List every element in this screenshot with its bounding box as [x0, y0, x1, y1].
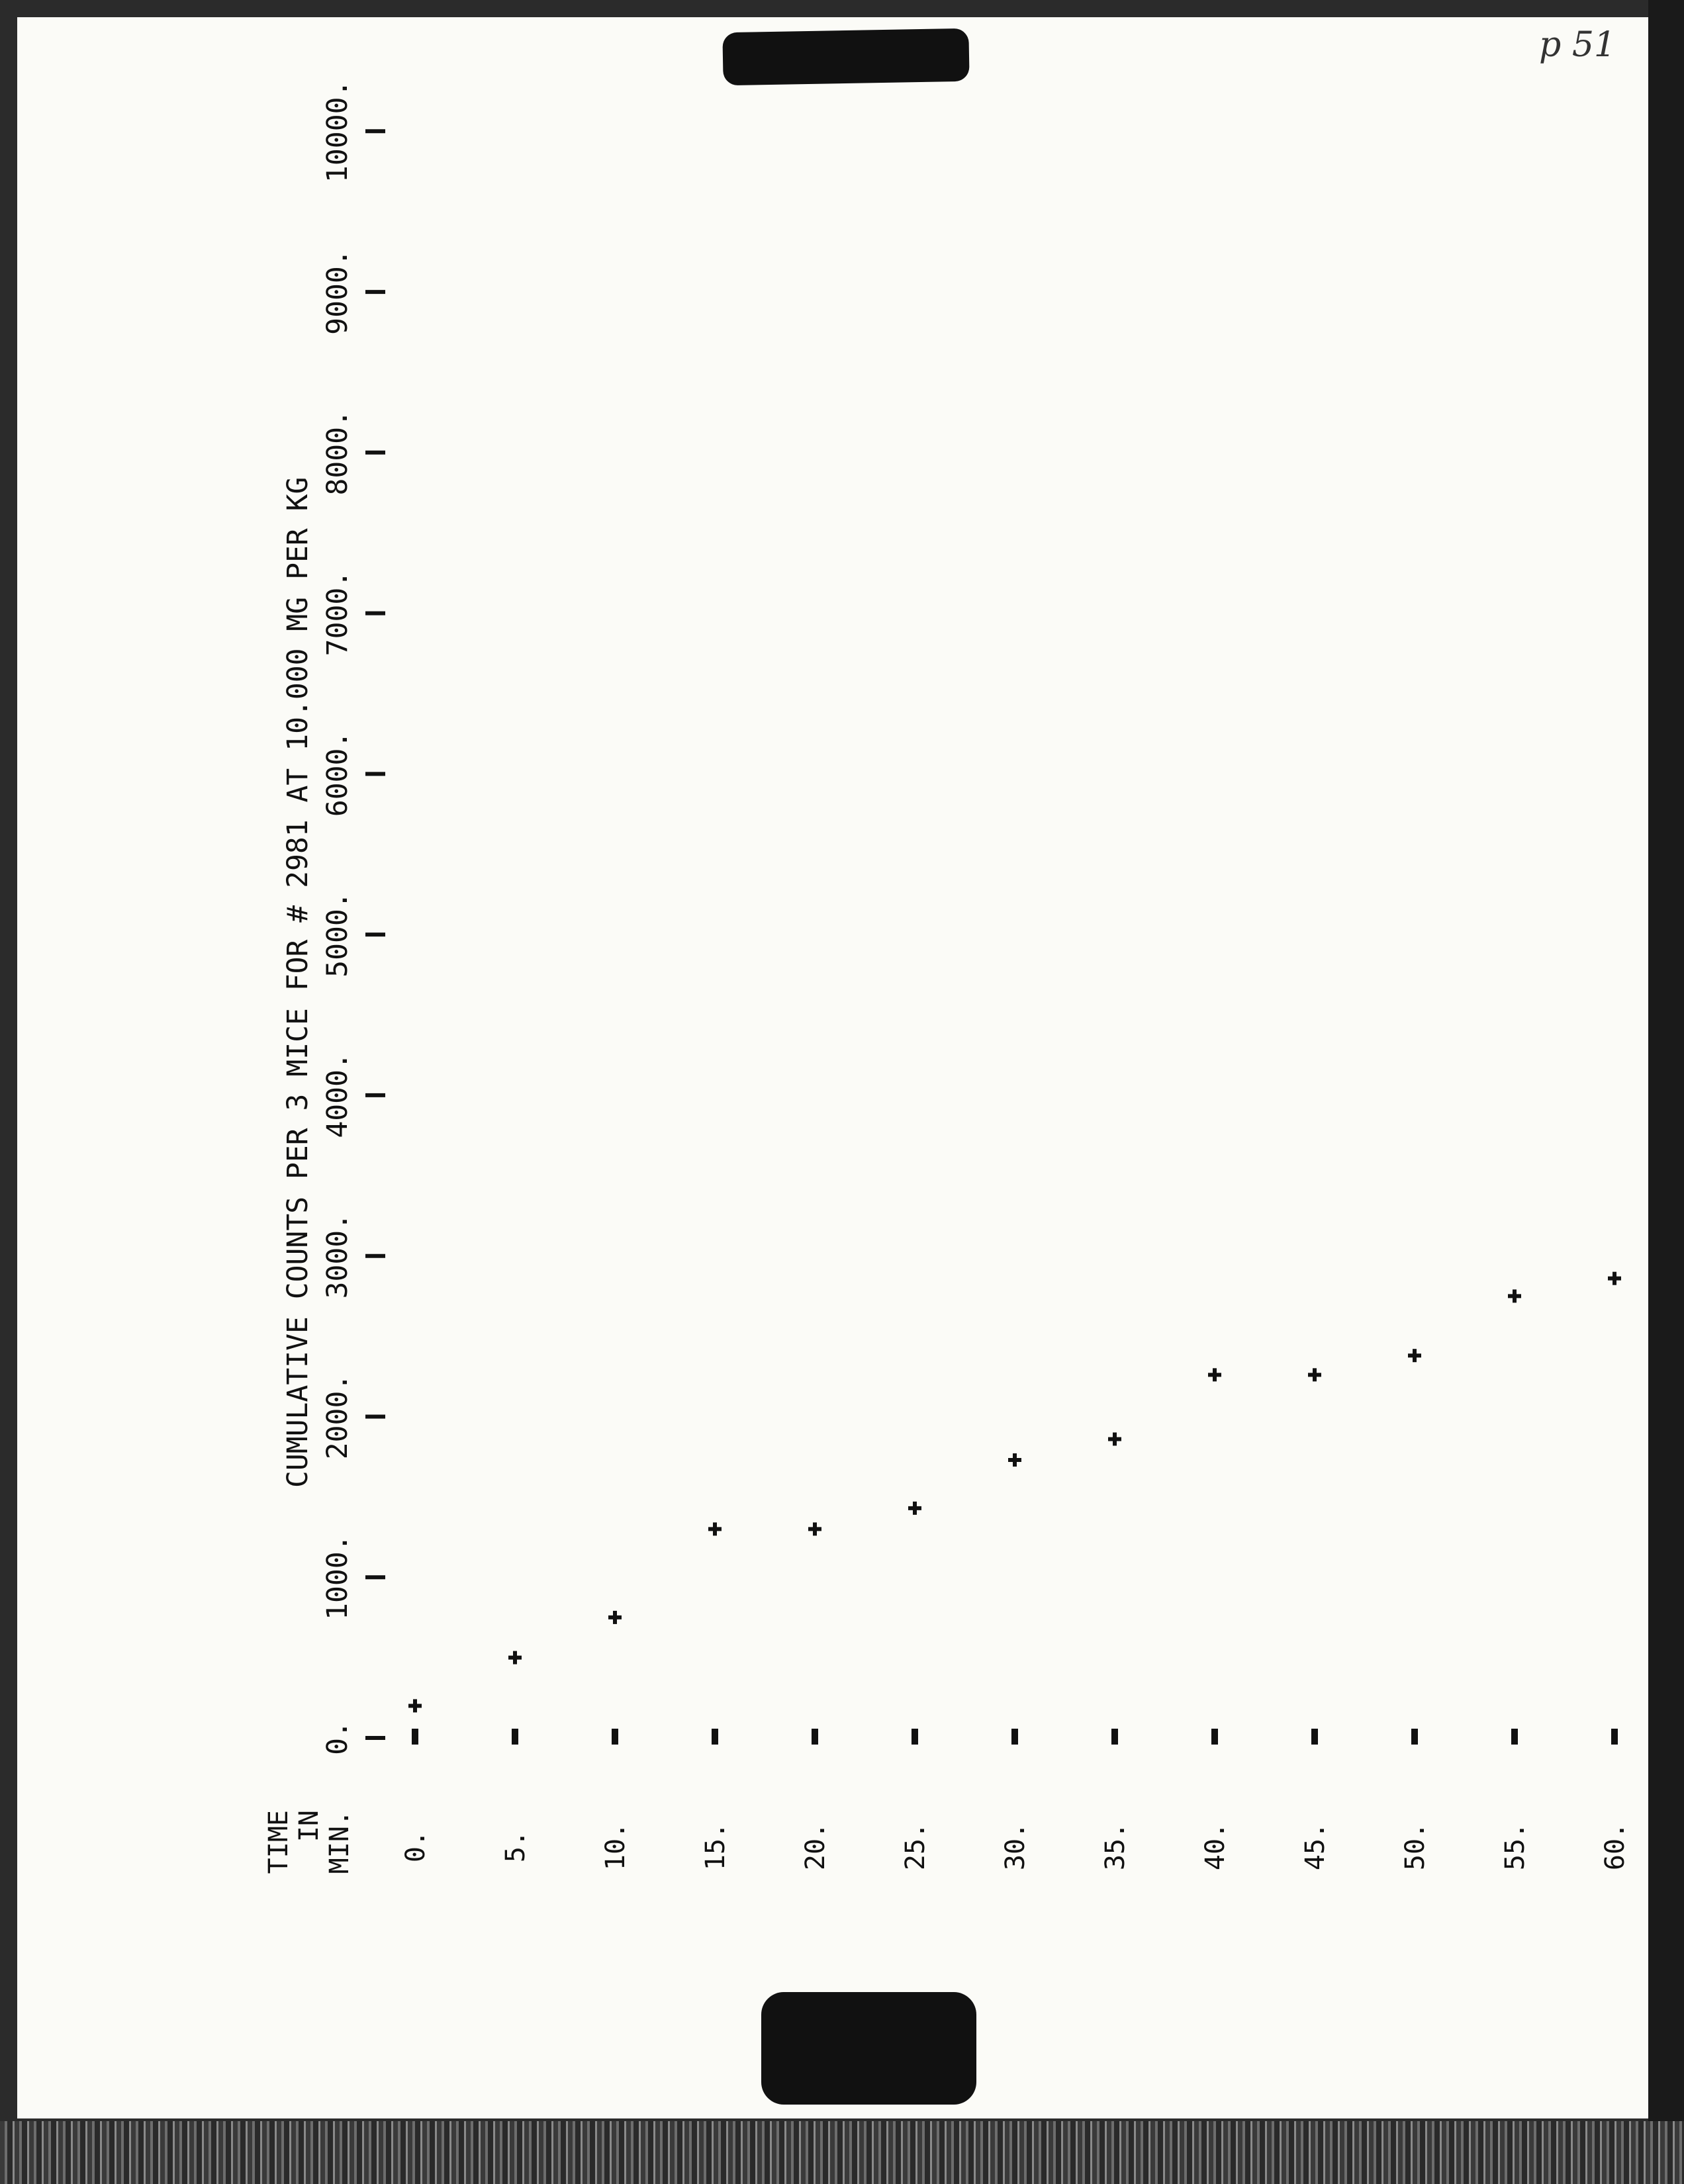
y-axis-label-line: IN [294, 1810, 324, 1843]
x-tick-label: 0. [321, 1721, 354, 1755]
y-tick-mark [512, 1729, 518, 1745]
x-axis-ticks [321, 80, 385, 1755]
x-tick-label: 4000. [321, 1052, 354, 1138]
y-axis-label-line: MIN. [324, 1810, 355, 1874]
y-tick-label: 40. [1200, 1822, 1231, 1871]
data-point [1508, 1289, 1521, 1302]
y-tick-mark [812, 1729, 818, 1745]
x-tick-label: 8000. [321, 410, 354, 496]
y-tick-mark [1111, 1729, 1118, 1745]
data-point [608, 1611, 622, 1624]
x-tick-label: 2000. [321, 1373, 354, 1460]
y-tick-mark [912, 1729, 918, 1745]
x-tick-label: 6000. [321, 731, 354, 817]
y-axis-label-group [263, 1810, 355, 1874]
y-tick-mark [1311, 1729, 1318, 1745]
y-tick-mark [412, 1729, 418, 1745]
y-axis-label-line: TIME [263, 1810, 294, 1874]
y-tick-mark [1411, 1729, 1418, 1745]
data-point [1608, 1272, 1621, 1285]
y-tick-mark [1511, 1729, 1518, 1745]
chart-title-group [281, 477, 314, 1488]
data-point [708, 1522, 722, 1535]
data-point [1008, 1453, 1021, 1467]
y-tick-label: 25. [900, 1822, 931, 1871]
x-tick-label: 5000. [321, 891, 354, 978]
chart-title: CUMULATIVE COUNTS PER 3 MICE FOR # 2981 AT 10.000 MG PER KG [281, 477, 314, 1488]
x-tick-label: 9000. [321, 249, 354, 335]
y-tick-label: 5. [500, 1830, 531, 1863]
y-tick-label: 35. [1100, 1822, 1131, 1871]
page-note: p 51 [1539, 25, 1616, 65]
data-point [1108, 1432, 1121, 1445]
data-point [808, 1522, 821, 1535]
data-point [508, 1651, 522, 1664]
y-tick-label: 20. [800, 1822, 831, 1871]
y-tick-label: 15. [700, 1822, 731, 1871]
data-point [1208, 1368, 1221, 1381]
y-tick-label: 60. [1600, 1822, 1630, 1871]
data-point [1408, 1349, 1421, 1362]
y-tick-label: 30. [1000, 1822, 1031, 1871]
y-tick-label: 45. [1300, 1822, 1331, 1871]
y-axis-ticks [400, 1729, 1630, 1870]
y-tick-label: 55. [1500, 1822, 1530, 1871]
y-tick-mark [712, 1729, 718, 1745]
x-tick-label: 10000. [321, 79, 354, 183]
data-point [1308, 1368, 1321, 1381]
y-tick-mark [1211, 1729, 1218, 1745]
y-tick-label: 10. [600, 1822, 631, 1871]
x-tick-label: 1000. [321, 1534, 354, 1620]
x-tick-label: 3000. [321, 1212, 354, 1299]
y-tick-label: 50. [1400, 1822, 1430, 1871]
data-point [408, 1699, 422, 1712]
data-points [408, 1272, 1621, 1713]
y-tick-mark [1611, 1729, 1618, 1745]
y-tick-mark [1011, 1729, 1018, 1745]
y-tick-label: 0. [400, 1830, 431, 1863]
x-tick-label: 7000. [321, 570, 354, 657]
y-tick-mark [612, 1729, 618, 1745]
data-point [908, 1502, 921, 1515]
